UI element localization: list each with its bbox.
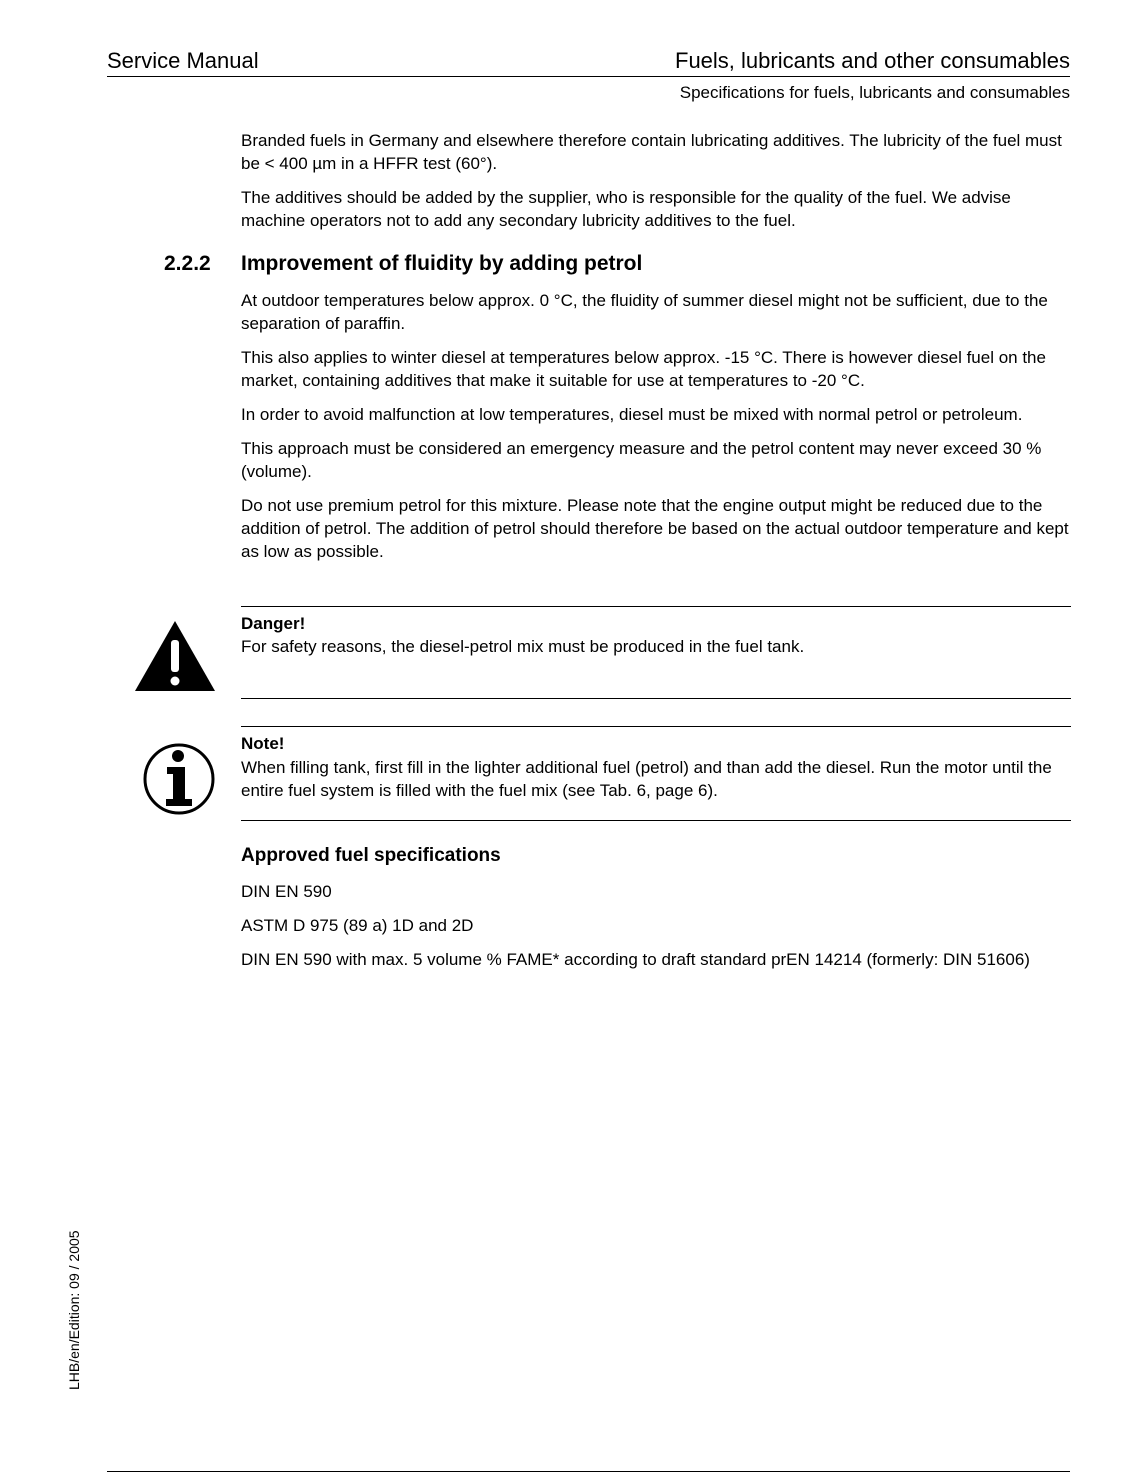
spec-item: DIN EN 590: [241, 882, 332, 901]
header-subtitle: Specifications for fuels, lubricants and consumables: [679, 83, 1070, 102]
section-body: [241, 289, 1071, 574]
header-left-title: Service Manual: [107, 48, 259, 73]
spec-item: DIN EN 590 with max. 5 volume % FAME* according to draft standard prEN 14214 (formerly: DIN 51606): [241, 950, 1030, 969]
note-top-rule: [241, 726, 1071, 727]
intro-paragraph-2: The additives should be added by the supplier, who is responsible for the quality of the fuel. We advise machine operators not to add any secondary lubricity additives to the fuel.: [241, 188, 1011, 230]
note-text: When filling tank, first fill in the lighter additional fuel (petrol) and than add the diesel. Run the motor until the entire fuel system is filled with the fuel mix (see Tab. 6, page 6).: [241, 758, 1052, 800]
section-paragraph-5: Do not use premium petrol for this mixture. Please note that the engine output might be reduced due to the addition of petrol. The addition of petrol should therefore be based on the actual outdoor temperature and kept as low as possible.: [241, 496, 1069, 561]
section-paragraph-1: At outdoor temperatures below approx. 0 °C, the fluidity of summer diesel might not be sufficient, due to the separation of paraffin.: [241, 291, 1048, 333]
intro-block: [241, 129, 1071, 243]
danger-bottom-rule: [241, 698, 1071, 699]
section-paragraph-2: This also applies to winter diesel at temperatures below approx. -15 °C. There is however diesel fuel on the market, containing additives that make it suitable for use at temperatures to -20 °C.: [241, 348, 1046, 390]
section-title: Improvement of fluidity by adding petrol: [241, 252, 643, 275]
danger-title: Danger!: [241, 614, 306, 633]
note-title: Note!: [241, 734, 285, 753]
info-icon: [142, 742, 216, 816]
note-bottom-rule: [241, 820, 1071, 821]
edition-label: LHB/en/Edition: 09 / 2005: [66, 1230, 82, 1390]
section-paragraph-3: In order to avoid malfunction at low temperatures, diesel must be mixed with normal petrol or petroleum.: [241, 405, 1023, 424]
intro-paragraph-1: Branded fuels in Germany and elsewhere therefore contain lubricating additives. The lubricity of the fuel must be < 400 µm in a HFFR test (60°).: [241, 131, 1062, 173]
section-paragraph-4: This approach must be considered an emergency measure and the petrol content may never exceed 30 % (volume).: [241, 439, 1042, 481]
approved-specs-title: Approved fuel specifications: [241, 845, 501, 866]
danger-text: For safety reasons, the diesel-petrol mix must be produced in the fuel tank.: [241, 637, 805, 656]
section-number: 2.2.2: [164, 252, 211, 275]
footer-rule: [107, 1471, 1070, 1472]
spec-item: ASTM D 975 (89 a) 1D and 2D: [241, 916, 474, 935]
danger-top-rule: [241, 606, 1071, 607]
header-right-title: Fuels, lubricants and other consumables: [675, 48, 1070, 73]
warning-triangle-icon: [134, 620, 216, 692]
header-rule: [107, 76, 1070, 77]
